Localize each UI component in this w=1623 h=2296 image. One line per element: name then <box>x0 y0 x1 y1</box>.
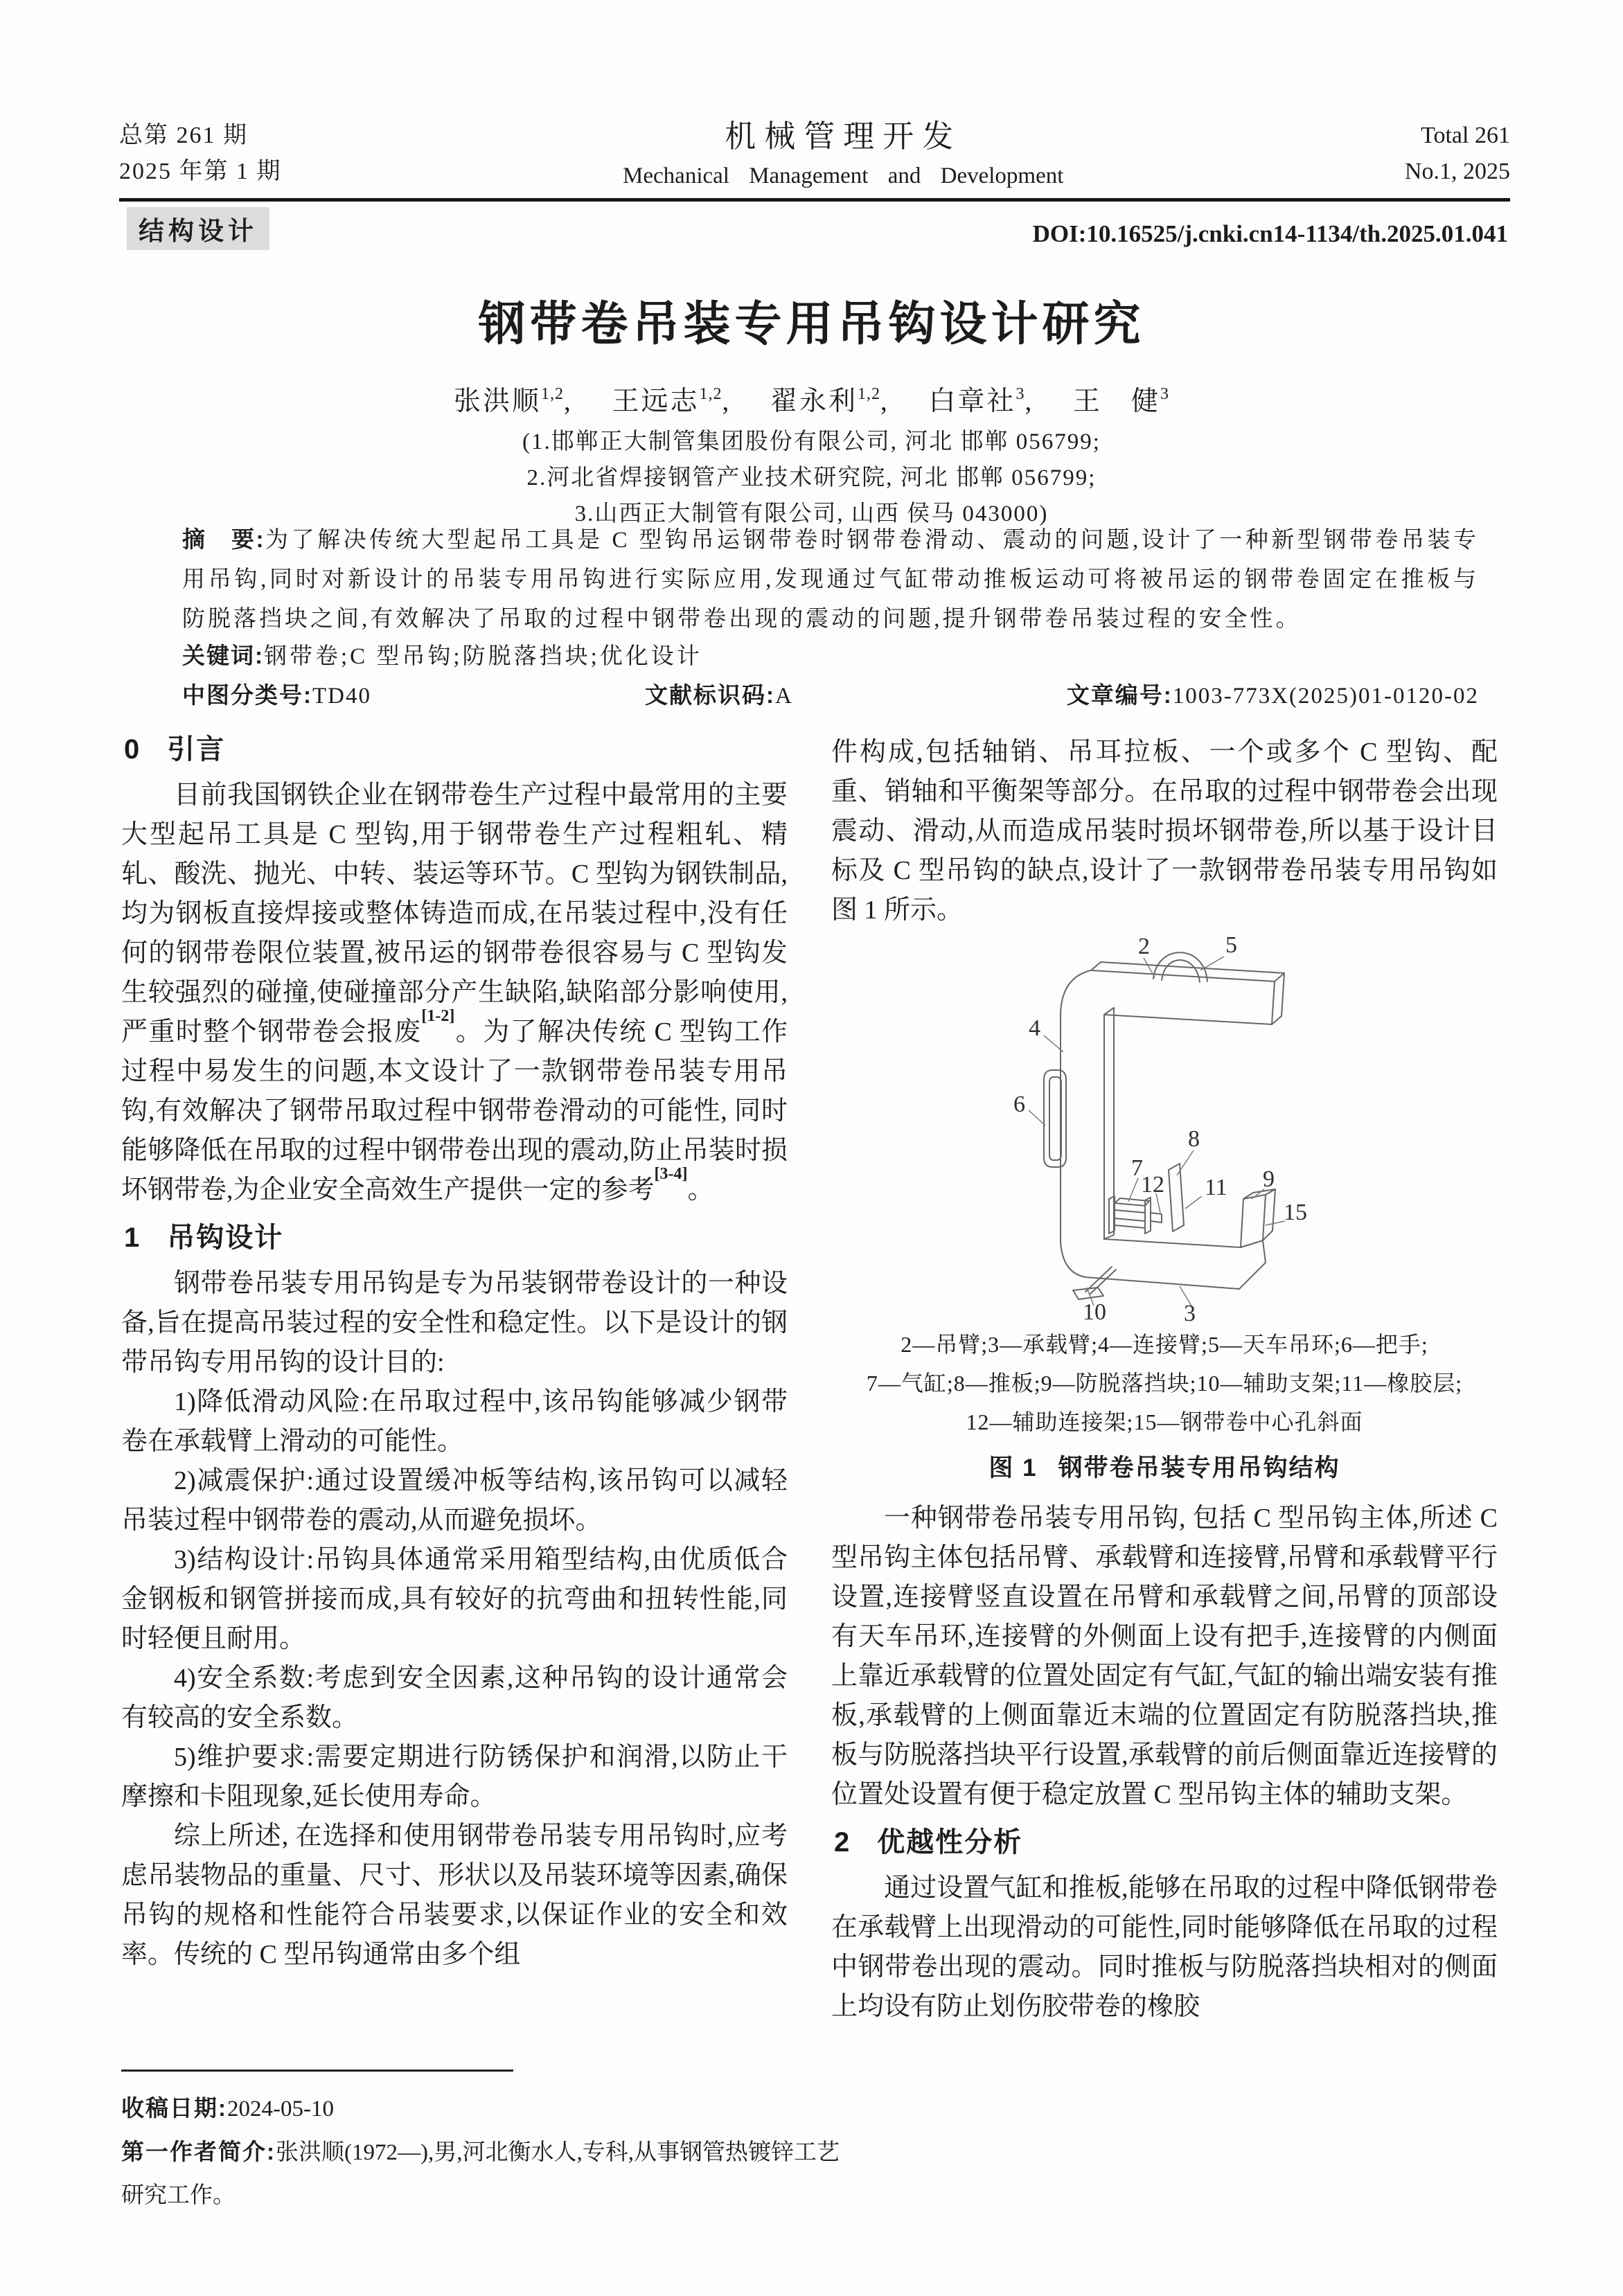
footnote-divider <box>121 2070 513 2072</box>
affiliation-2: 2.河北省焊接钢管产业技术研究院, 河北 邯郸 056799; <box>526 465 1097 490</box>
author: 白章社$^3$, <box>928 385 1034 416</box>
abstract-label: 摘 要: <box>182 526 265 552</box>
right-column <box>831 733 1498 2027</box>
figure-label: 4 <box>1029 1015 1040 1041</box>
keywords-line <box>182 638 1479 670</box>
abstract <box>182 519 1479 639</box>
figure-label: 5 <box>1225 934 1237 958</box>
author-affil-sup: 3 <box>1160 385 1170 403</box>
issue-total-cn: 总第 261 期 <box>119 123 248 148</box>
classification-line <box>182 677 1479 710</box>
figure-label: 2 <box>1138 934 1150 959</box>
figure-legend-line: 2—吊臂;3—承载臂;4—连接臂;5—天车吊环;6—把手; <box>901 1332 1428 1357</box>
journal-name-cn: 机械管理开发 <box>725 119 962 154</box>
author-affil-sup: 1,2 <box>699 385 722 403</box>
design-goal-2: 2)减震保护:通过设置缓冲板等结构,该吊钩可以减轻吊装过程中钢带卷的震动,从而避免损坏。 <box>121 1466 788 1535</box>
intro-paragraph: 目前我国钢铁企业在钢带卷生产过程中最常用的主要大型起吊工具是 C 型钩,用于钢带卷生产过程粗轧、精轧、酸洗、抛光、中转、装运等环节。C 型钩为钢铁制品,均为钢板直接焊接或整体铸造而成,在吊装过程中,没有任何的钢带卷限位装置,被吊运的钢带卷很容易与 C 型钩发生较强烈的碰撞,使碰撞部分产生缺陷,缺陷部分影响使用,严重时整个钢带卷会报废[1-2]。为了解决传统 C 型钩工作过程中易发生的问题,本文设计了一款钢带卷吊装专用吊钩,有效解决了钢带吊取过程中钢带卷滑动的可能性, 同时能够降低在吊取的过程中钢带卷出现的震动,防止吊装时损坏钢带卷,为企业安全高效生产提供一定的参考[3-4]。 <box>121 781 788 1204</box>
issue-total-en: Total 261 <box>1421 123 1510 148</box>
article-id-pair: 文章编号:1003-773X(2025)01-0120-02 <box>1066 682 1479 709</box>
figure-label: 8 <box>1188 1126 1200 1152</box>
summary-paragraph: 综上所述, 在选择和使用钢带卷吊装专用吊钩时,应考虑吊装物品的重量、尺寸、形状以及吊装环境等因素,确保吊钩的规格和性能符合吊装要求,以保证作业的安全和效率。传统的 C 型吊钩通常由多个组 <box>121 1822 788 1969</box>
lifting-arm-outline <box>1091 970 1275 1024</box>
author-bio-line: 第一作者简介:张洪顺(1972—),男,河北衡水人,专科,从事钢管热镀锌工艺研究工作。 <box>121 2139 840 2208</box>
left-column <box>121 733 788 1975</box>
author: 王远志$^{1,2}$, <box>612 385 731 416</box>
figure-label: 15 <box>1284 1200 1307 1225</box>
section-heading-0: 0 引言 <box>124 734 226 765</box>
figure-label: 12 <box>1141 1172 1164 1198</box>
figure-label: 6 <box>1013 1092 1025 1117</box>
figure-label: 3 <box>1184 1301 1196 1322</box>
body-paragraph: 钢带卷吊装专用吊钩是专为吊装钢带卷设计的一种设备,旨在提高吊装过程的安全性和稳定性。以下是设计的钢带吊钩专用吊钩的设计目的: <box>121 1269 788 1377</box>
advantage-paragraph: 通过设置气缸和推板,能够在吊取的过程中降低钢带卷在承载臂上出现滑动的可能性,同时能够降低在吊取的过程中钢带卷出现的震动。同时推板与防脱落挡块相对的侧面上均设有防止划伤胶带卷的橡胶 <box>831 1874 1498 2021</box>
doc-code-pair: 文献标识码:A <box>644 682 793 709</box>
footnote <box>121 2070 855 2217</box>
affiliation-1: (1.邯郸正大制管集团股份有限公司, 河北 邯郸 056799; <box>522 429 1101 454</box>
figure-legend-line: 12—辅助连接架;15—钢带卷中心孔斜面 <box>966 1409 1363 1434</box>
journal-name <box>623 118 1063 194</box>
auxiliary-connector <box>1151 1213 1162 1222</box>
author: 翟永利$^{1,2}$, <box>770 385 889 416</box>
author-affil-sup: 1,2 <box>858 385 880 403</box>
continuation-paragraph: 件构成,包括轴销、吊耳拉板、一个或多个 C 型钩、配重、销轴和平衡架等部分。在吊取的过程中钢带卷会出现震动、滑动,从而造成吊装时损坏钢带卷,所以基于设计目标及 C 型吊钩的缺点,设计了一款钢带卷吊装专用吊钩如图 1 所示。 <box>831 738 1498 925</box>
abstract-text: 为了解决传统大型起吊工具是 C 型钩吊运钢带卷时钢带卷滑动、震动的问题,设计了一种新型钢带卷吊装专用吊钩,同时对新设计的吊装专用吊钩进行实际应用,发现通过气缸带动推板运动可将被吊运的钢带卷固定在推板与防脱落挡块之间,有效解决了吊取的过程中钢带卷出现的震动的问题,提升钢带卷吊装过程的安全性。 <box>182 528 1479 632</box>
design-goal-4: 4)安全系数:考虑到安全因素,这种吊钩的设计通常会有较高的安全系数。 <box>121 1664 788 1732</box>
figure-caption: 图 1 钢带卷吊装专用吊钩结构 <box>988 1454 1340 1481</box>
figure-label: 9 <box>1263 1166 1275 1192</box>
design-goal-1: 1)降低滑动风险:在吊取过程中,该吊钩能够减少钢带卷在承载臂上滑动的可能性。 <box>121 1387 788 1456</box>
issue-number-en: No.1, 2025 <box>1404 159 1510 184</box>
citation-ref: [3-4] <box>654 1165 688 1184</box>
page-title: 钢带卷吊装专用吊钩设计研究 <box>478 298 1145 350</box>
connecting-arm-outline <box>1061 970 1091 1277</box>
issue-info <box>119 118 282 190</box>
auxiliary-support <box>1085 1267 1116 1294</box>
hook-structure-drawing <box>1008 934 1313 1322</box>
figure-label: 11 <box>1205 1175 1227 1200</box>
affiliations <box>0 424 1623 532</box>
section-heading-2: 2 优越性分析 <box>834 1827 1023 1858</box>
clc-pair: 中图分类号:TD40 <box>182 682 371 709</box>
design-goal-5: 5)维护要求:需要定期进行防锈保护和润滑,以防止干摩擦和卡阻现象,延长使用寿命。 <box>121 1743 788 1811</box>
figure-1 <box>1008 934 1313 1322</box>
figure-label: 10 <box>1083 1299 1106 1322</box>
structure-paragraph: 一种钢带卷吊装专用吊钩, 包括 C 型吊钩主体,所述 C 型吊钩主体包括吊臂、承载臂和连接臂,吊臂和承载臂平行设置,连接臂竖直设置在吊臂和承载臂之间,吊臂的顶部设有天车吊环,连接臂的外侧面上设有把手,连接臂的内侧面上靠近承载臂的位置处固定有气缸,气缸的输出端安装有推板,承载臂的上侧面靠近末端的位置固定有防脱落挡块,推板与防脱落挡块平行设置,承载臂的前后侧面靠近连接臂的位置处设置有便于稳定放置 C 型吊钩主体的辅助支架。 <box>831 1504 1498 1809</box>
author: 张洪顺$^{1,2}$, <box>453 385 573 416</box>
author: 王 健$^3$ <box>1073 385 1170 416</box>
doi-text: DOI:10.16525/j.cnki.cn14-1134/th.2025.01.041 <box>1032 220 1508 247</box>
issue-number-cn: 2025 年第 1 期 <box>119 159 282 184</box>
cylinder-body <box>1115 1203 1145 1228</box>
push-plate <box>1169 1164 1184 1231</box>
received-date-line: 收稿日期:2024-05-10 <box>121 2095 334 2121</box>
journal-name-en: Mechanical Management and Development <box>623 163 1064 188</box>
page-header <box>119 118 1510 194</box>
keywords-text: 钢带卷;C 型吊钩;防脱落挡块;优化设计 <box>264 644 702 669</box>
author-line <box>0 380 1623 418</box>
load-arm-outline <box>1104 1239 1241 1247</box>
figure-legend-line: 7—气缸;8—推板;9—防脱落挡块;10—辅助支架;11—橡胶层; <box>866 1371 1463 1396</box>
handle-icon <box>1044 1070 1066 1167</box>
issue-info-en <box>1405 118 1510 190</box>
anti-drop-block <box>1241 1195 1266 1247</box>
figure-label: 7 <box>1131 1155 1143 1181</box>
header-divider <box>119 198 1510 202</box>
author-affil-sup: 3 <box>1016 385 1025 403</box>
citation-ref: [1-2] <box>421 1007 455 1026</box>
keywords-label: 关键词: <box>182 643 264 668</box>
figure-legend <box>831 1325 1498 1441</box>
design-goal-3: 3)结构设计:吊钩具体通常采用箱型结构,由优质低合金钢板和钢管拼接而成,具有较好的抗弯曲和扭转性能,同时轻便且耐用。 <box>121 1545 788 1653</box>
section-heading-1: 1 吊钩设计 <box>124 1222 284 1253</box>
section-badge: 结构设计 <box>127 207 269 250</box>
author-affil-sup: 1,2 <box>540 385 564 403</box>
affiliation-3: 3.山西正大制管有限公司, 山西 侯马 043000) <box>574 501 1049 526</box>
